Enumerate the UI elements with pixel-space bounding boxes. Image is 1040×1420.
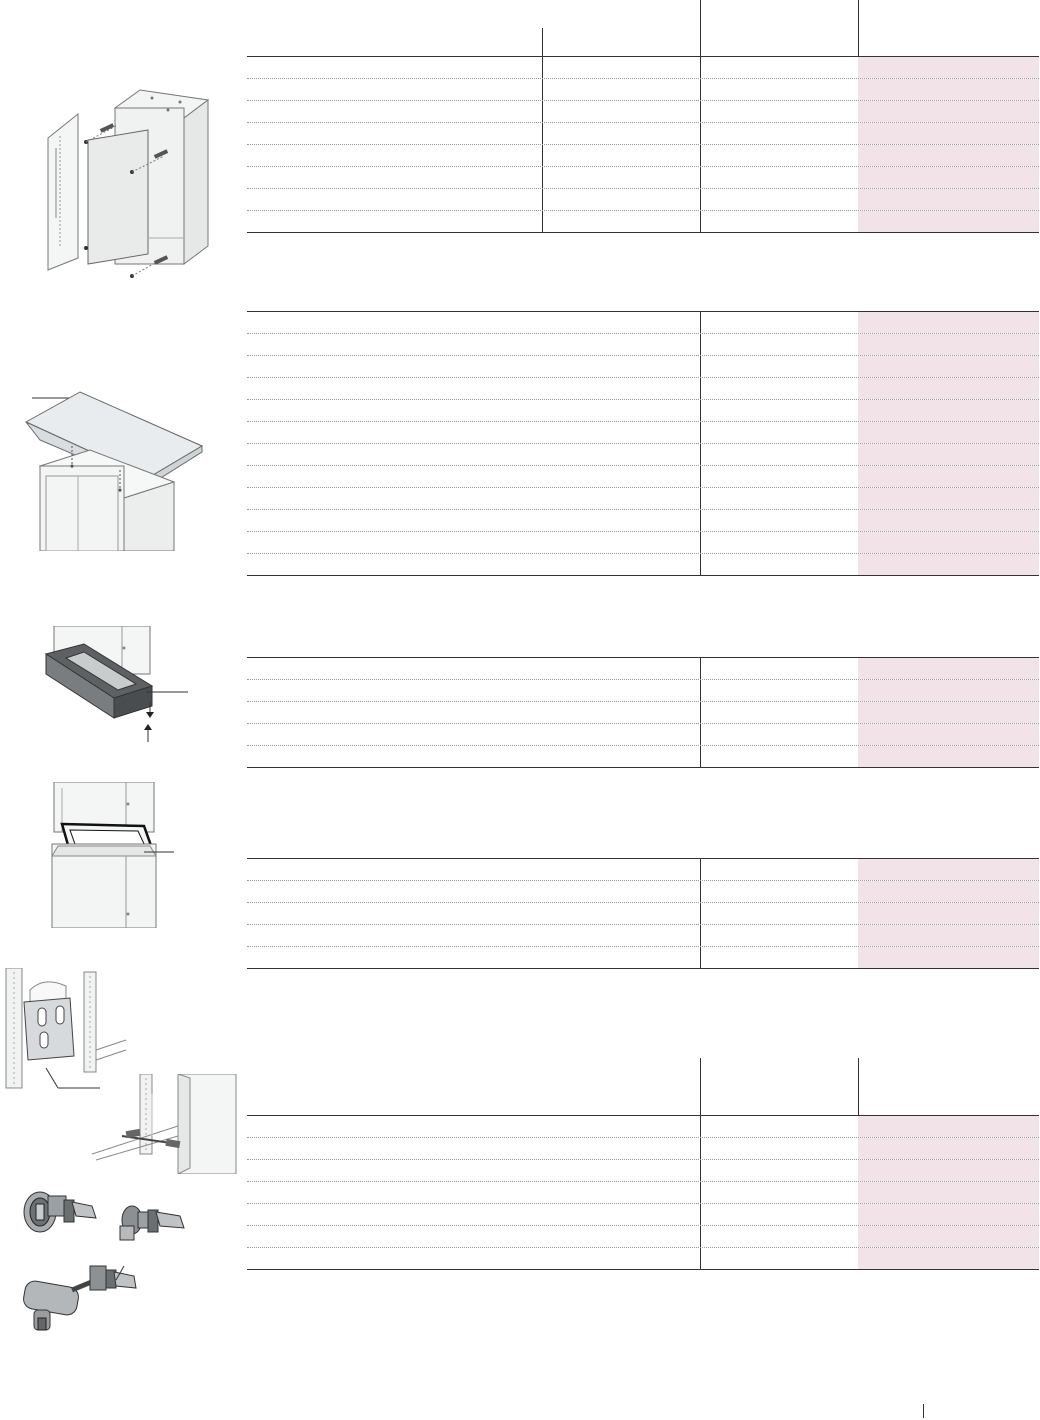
column-divider (858, 0, 859, 56)
table-header (247, 646, 1039, 658)
table-row (247, 488, 1039, 510)
table-row (247, 211, 1039, 233)
table-row (247, 101, 1039, 123)
table-gaskets (247, 847, 1039, 969)
door-stay-illustration (92, 1074, 238, 1174)
mounting-plate-illustration (40, 88, 210, 284)
table-header (247, 300, 1039, 312)
table-header (247, 847, 1039, 859)
table-row (247, 400, 1039, 422)
table-row (247, 422, 1039, 444)
table-row (247, 466, 1039, 488)
table-row (247, 532, 1039, 554)
cam-lock-illustration (20, 1176, 190, 1252)
table-row (247, 79, 1039, 101)
table-locks (247, 1058, 1039, 1270)
table-row (247, 554, 1039, 576)
table-row (247, 123, 1039, 145)
table-plinths (247, 646, 1039, 768)
table-row (247, 1204, 1039, 1226)
table-header (247, 1058, 1039, 1116)
table-row (247, 444, 1039, 466)
table-row (247, 1160, 1039, 1182)
column-divider (858, 1058, 859, 1115)
table-row (247, 881, 1039, 903)
table-row (247, 1226, 1039, 1248)
table-row (247, 859, 1039, 881)
table-rain-canopies (247, 300, 1039, 576)
table-row (247, 1182, 1039, 1204)
page-footer-divider (923, 1404, 924, 1418)
table-row (247, 746, 1039, 768)
t-handle-lock-illustration (20, 1262, 144, 1338)
column-divider (542, 28, 543, 56)
table-row (247, 145, 1039, 167)
table-row (247, 702, 1039, 724)
table-row (247, 658, 1039, 680)
table-row (247, 312, 1039, 334)
table-row (247, 947, 1039, 969)
column-divider (700, 0, 701, 56)
table-header (247, 0, 1039, 57)
table-row (247, 925, 1039, 947)
table-row (247, 724, 1039, 746)
table-row (247, 189, 1039, 211)
table-row (247, 1248, 1039, 1270)
table-row (247, 378, 1039, 400)
plinth-gasket-illustration (40, 782, 190, 928)
table-row (247, 1138, 1039, 1160)
table-row (247, 680, 1039, 702)
table-row (247, 510, 1039, 532)
rain-canopy-illustration (20, 386, 210, 551)
table-mounting-plates (247, 0, 1039, 233)
table-row (247, 356, 1039, 378)
table-row (247, 57, 1039, 79)
column-divider (700, 1058, 701, 1115)
table-row (247, 903, 1039, 925)
table-row (247, 334, 1039, 356)
table-row (247, 167, 1039, 189)
table-row (247, 1116, 1039, 1138)
plinth-illustration (40, 626, 200, 744)
